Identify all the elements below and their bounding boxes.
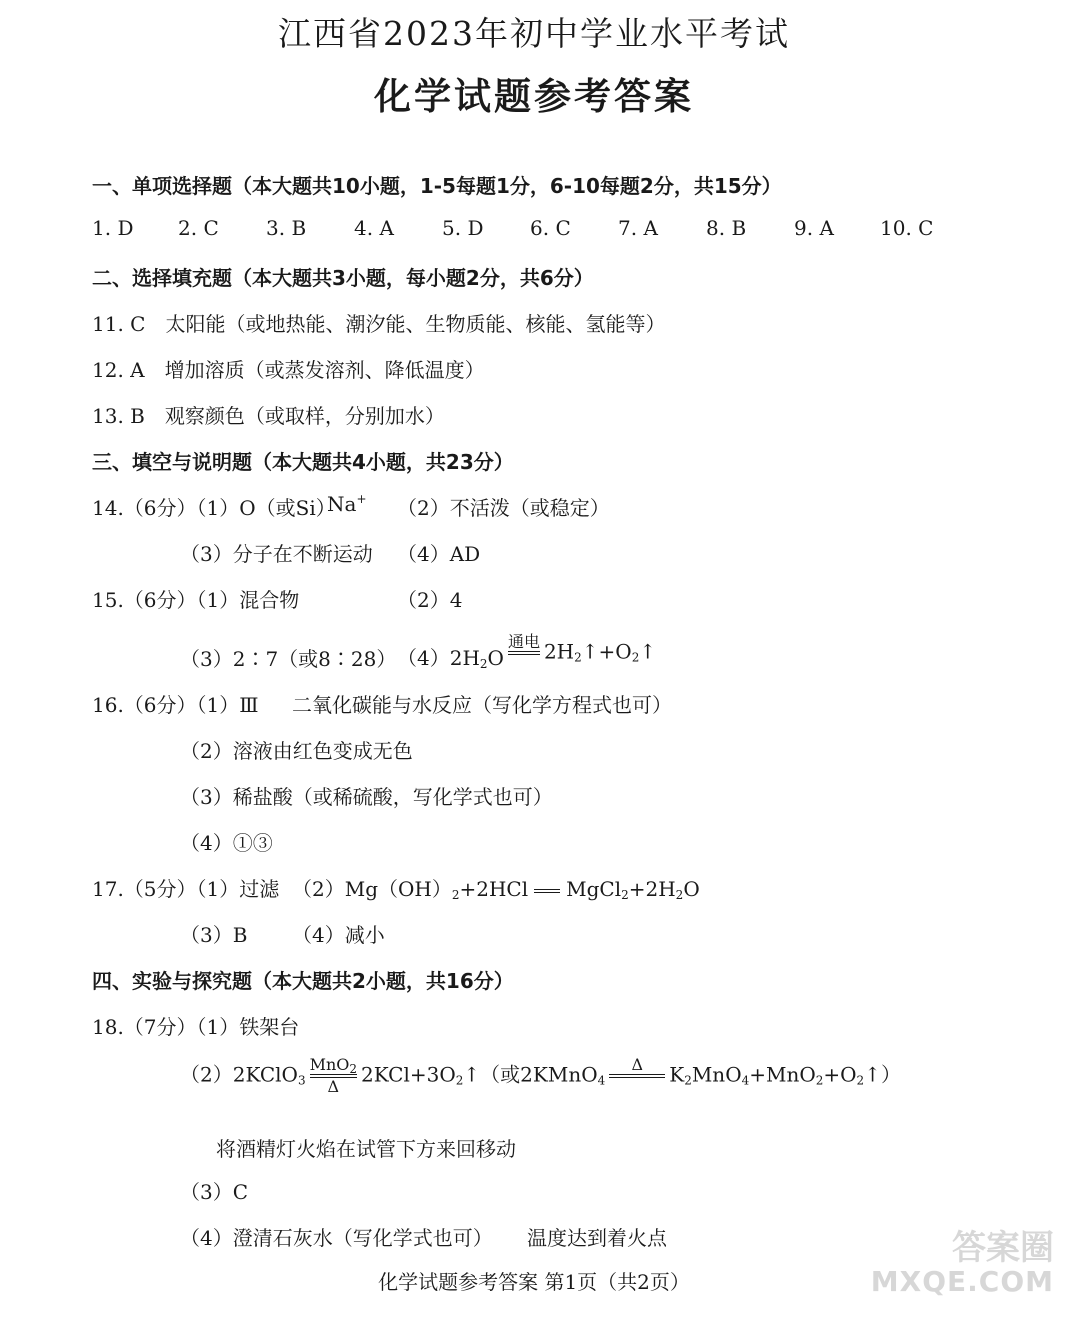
page-subtitle: 化学试题参考答案 <box>374 75 694 118</box>
condition-text: 通电 <box>507 632 540 651</box>
answer-16-part1-reason: 二氧化碳能与水反应（写化学方程式也可） <box>292 693 672 717</box>
reaction-condition <box>508 633 540 673</box>
answer-5: 5. D <box>442 216 484 240</box>
answer-17-equation <box>292 873 700 902</box>
eq-subscript: 4 <box>741 1073 750 1088</box>
answer-1: 1. D <box>92 216 134 240</box>
answer-14-part4: （4）AD <box>397 542 481 566</box>
answer-14-part1: 14.（6分）（1）O（或Si） <box>92 496 336 520</box>
section-heading-4: 四、实验与探究题（本大题共2小题，共16分） <box>92 969 514 993</box>
eq-reactant: （2）Mg（OH） <box>292 877 452 901</box>
answer-18-part1: 18.（7分）（1）铁架台 <box>92 1015 300 1039</box>
answer-13: 13. B 观察颜色（或取样，分别加水） <box>92 404 445 428</box>
answer-18-equation <box>180 1056 901 1110</box>
answer-15-part2: （2）4 <box>397 588 463 612</box>
answer-16-part3: （3）稀盐酸（或稀硫酸，写化学式也可） <box>180 785 553 809</box>
answer-2: 2. C <box>178 216 219 240</box>
watermark-logo-text: 答案圈 <box>952 1228 1054 1268</box>
eq-product-o2: ↑+O <box>581 639 632 664</box>
eq-subscript: 2 <box>631 650 640 665</box>
eq-subscript: 2 <box>675 888 684 902</box>
answer-6: 6. C <box>530 216 571 240</box>
eq-subscript: 2 <box>684 1073 692 1088</box>
heat-symbol: Δ <box>631 1055 644 1074</box>
answer-12: 12. A 增加溶质（或蒸发溶剂、降低温度） <box>92 358 485 382</box>
eq-reactant: （4）2H <box>397 646 480 670</box>
gas-arrow: ↑） <box>864 1062 901 1087</box>
eq-subscript: 3 <box>297 1073 306 1088</box>
eq-product: MgCl <box>566 877 622 901</box>
section-heading-2: 二、选择填充题（本大题共3小题，每小题2分，共6分） <box>92 266 594 290</box>
eq-subscript: 2 <box>815 1073 824 1088</box>
eq-subscript: 2 <box>574 650 582 665</box>
alt-product: K <box>669 1062 685 1087</box>
page-title: 江西省2023年初中学业水平考试 <box>278 14 790 53</box>
answer-16-part4: （4）①③ <box>180 831 273 855</box>
eq-subscript: 4 <box>597 1073 606 1088</box>
eq-product-water: +2H <box>628 877 676 901</box>
answer-15-equation <box>397 626 656 676</box>
gas-arrow: ↑ <box>639 639 657 664</box>
ion-symbol: Na <box>327 492 357 516</box>
answer-16-part1: 16.（6分）（1）Ⅲ <box>92 693 259 717</box>
answer-16-part2: （2）溶液由红色变成无色 <box>180 739 413 763</box>
page-footer: 化学试题参考答案 第1页（共2页） <box>378 1270 690 1294</box>
answer-18-note: 将酒精灯火焰在试管下方来回移动 <box>216 1137 516 1161</box>
heat-symbol: Δ <box>327 1077 340 1096</box>
answer-10: 10. C <box>880 216 934 240</box>
answer-4: 4. A <box>354 216 394 240</box>
eq-reactant-o: O <box>487 646 504 670</box>
answer-18-part4: （4）澄清石灰水（写化学式也可） <box>180 1226 493 1250</box>
eq-product: 2KCl+3O <box>361 1062 456 1087</box>
gas-arrow: ↑ <box>463 1062 481 1087</box>
eq-reactant: （2）2KClO <box>180 1062 298 1087</box>
answer-3: 3. B <box>266 216 307 240</box>
eq-subscript: 2 <box>621 888 629 902</box>
alt-product-o2: +O <box>823 1062 857 1087</box>
answer-18-part4-b: 温度达到着火点 <box>527 1226 667 1250</box>
watermark-url: MXQE.COM <box>870 1265 1054 1299</box>
answer-17-part3: （3）B <box>180 923 248 947</box>
section-heading-3: 三、填空与说明题（本大题共4小题，共23分） <box>92 450 514 474</box>
answer-9: 9. A <box>794 216 834 240</box>
reaction-condition <box>310 1056 357 1096</box>
answer-14-part2: （2）不活泼（或稳定） <box>397 496 610 520</box>
answer-18-part3: （3）C <box>180 1180 249 1204</box>
eq-subscript: 2 <box>856 1073 865 1088</box>
eq-product-h2: 2H <box>543 639 575 664</box>
answer-15-part1: 15.（6分）（1）混合物 <box>92 588 300 612</box>
answer-row <box>0 216 1068 244</box>
reaction-condition-alt <box>609 1056 665 1096</box>
answer-14-part3: （3）分子在不断运动 <box>180 542 373 566</box>
section-heading-1: 一、单项选择题（本大题共10小题，1-5每题1分，6-10每题2分，共15分） <box>92 174 782 198</box>
eq-product-o: O <box>683 877 700 901</box>
eq-subscript: 2 <box>455 1073 464 1088</box>
eq-subscript: 2 <box>451 888 460 902</box>
alt-product-part: MnO <box>691 1062 742 1087</box>
answer-17-part1: 17.（5分）（1）过滤 <box>92 877 280 901</box>
catalyst-text: MnO <box>309 1055 350 1074</box>
answer-15-part3: （3）2∶7（或8∶28） <box>180 647 397 671</box>
ion-charge: + <box>356 492 367 506</box>
equals-sign <box>534 889 560 893</box>
eq-subscript: 2 <box>479 657 488 671</box>
watermark <box>871 1230 1054 1298</box>
eq-reactant-hcl: +2HCl <box>459 877 529 901</box>
eq-subscript: 2 <box>349 1062 358 1076</box>
answer-11: 11. C 太阳能（或地热能、潮汐能、生物质能、核能、氢能等） <box>92 312 666 336</box>
alt-reactant: （或2KMnO <box>480 1062 598 1087</box>
answer-17-part4: （4）减小 <box>292 923 385 947</box>
alt-product-mno2: +MnO <box>749 1062 816 1087</box>
answer-14-ion <box>327 492 367 516</box>
answer-8: 8. B <box>706 216 747 240</box>
answer-7: 7. A <box>618 216 658 240</box>
